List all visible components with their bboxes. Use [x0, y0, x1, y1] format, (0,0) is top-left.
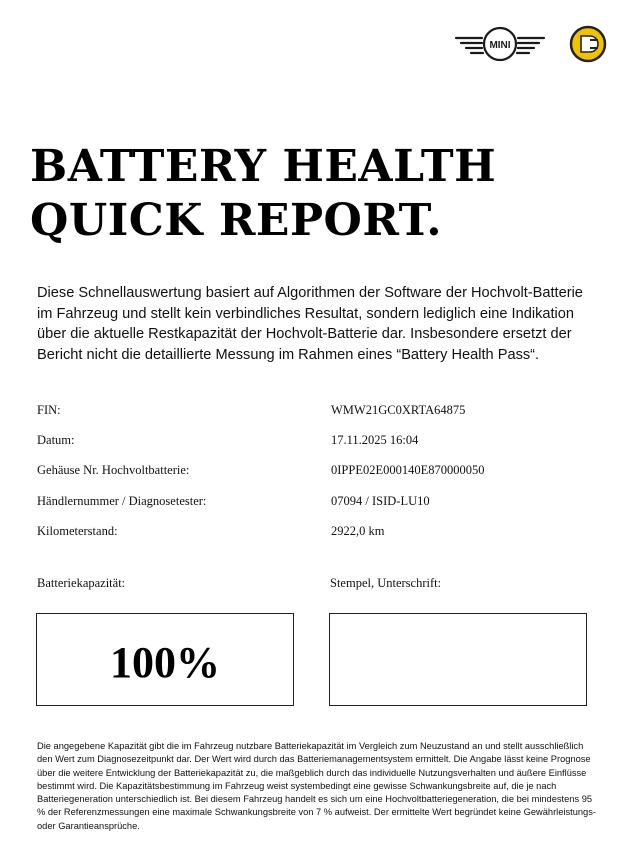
field-value: 07094 / ISID-LU10	[331, 494, 430, 508]
field-value: WMW21GC0XRTA64875	[331, 403, 466, 417]
field-label: FIN:	[37, 403, 61, 417]
report-title	[30, 140, 496, 248]
field-label: Kilometerstand:	[37, 524, 118, 538]
field-row-date	[37, 433, 597, 451]
battery-capacity-label: Batteriekapazität:	[37, 576, 126, 590]
report-title-line-2: QUICK REPORT.	[30, 195, 443, 246]
field-row-dealer-tester	[37, 494, 597, 512]
disclaimer-text: Die angegebene Kapazität gibt die im Fahrzeug nutzbare Batteriekapazität im Vergleich zum Neuzustand an und stellt ausschließlich den Wert zum Diagnosezeitpunkt dar. Der Wert wird durch das Batteriemanagementsystem ermittelt. Die Angabe lässt keine Prognose über die weitere Entwicklung der Batteriekapazität zu, die maßgeblich durch das individuelle Nutzungsverhalten und äußere Einflüsse bestimmt wird. Die Kapazitätsbestimmung im Fahrzeug weist systembedingt eine gewisse Schwankungsbreite auf, die je nach Batteriegeneration unterschiedlich ist. Bei diesem Fahrzeug handelt es sich um eine Hochvoltbatteriegeneration, die bei mindestens 95 % der Referenzmessungen eine maximale Schwankungsbreite von 7 % aufweist. Der ermittelte Wert begründet keine Gewährleistungs- oder Garantieansprüche.	[37, 741, 596, 831]
field-row-housing-number	[37, 463, 597, 481]
report-title-line-1: BATTERY HEALTH	[30, 141, 497, 192]
field-value: 0IPPE02E000140E870000050	[331, 463, 485, 477]
mini-logo-text: MINI	[489, 40, 511, 51]
stamp-signature-label: Stempel, Unterschrift:	[330, 576, 442, 590]
field-label: Händlernummer / Diagnosetester:	[37, 494, 207, 508]
intro-text: Diese Schnellauswertung basiert auf Algorithmen der Software der Hochvolt-Batterie im Fahrzeug und stellt kein verbindliches Resultat, sondern lediglich eine Indikation über die aktuelle Restkapazität der Hochvolt-Batterie dar. Insbesondere ersetzt der Bericht nicht die detaillierte Messung im Rahmen eines “Battery Health Pass“.	[37, 285, 583, 363]
field-label: Gehäuse Nr. Hochvoltbatterie:	[37, 463, 190, 477]
field-value: 17.11.2025 16:04	[331, 433, 419, 447]
field-value: 2922,0 km	[331, 524, 385, 538]
mini-logo	[454, 24, 546, 64]
field-row-mileage	[37, 524, 597, 542]
field-label: Datum:	[37, 433, 75, 447]
battery-capacity-box	[36, 613, 294, 706]
electric-plug-icon	[568, 24, 608, 64]
battery-capacity-value: 100%	[110, 638, 220, 687]
field-row-fin	[37, 403, 597, 421]
stamp-signature-box	[329, 613, 587, 706]
